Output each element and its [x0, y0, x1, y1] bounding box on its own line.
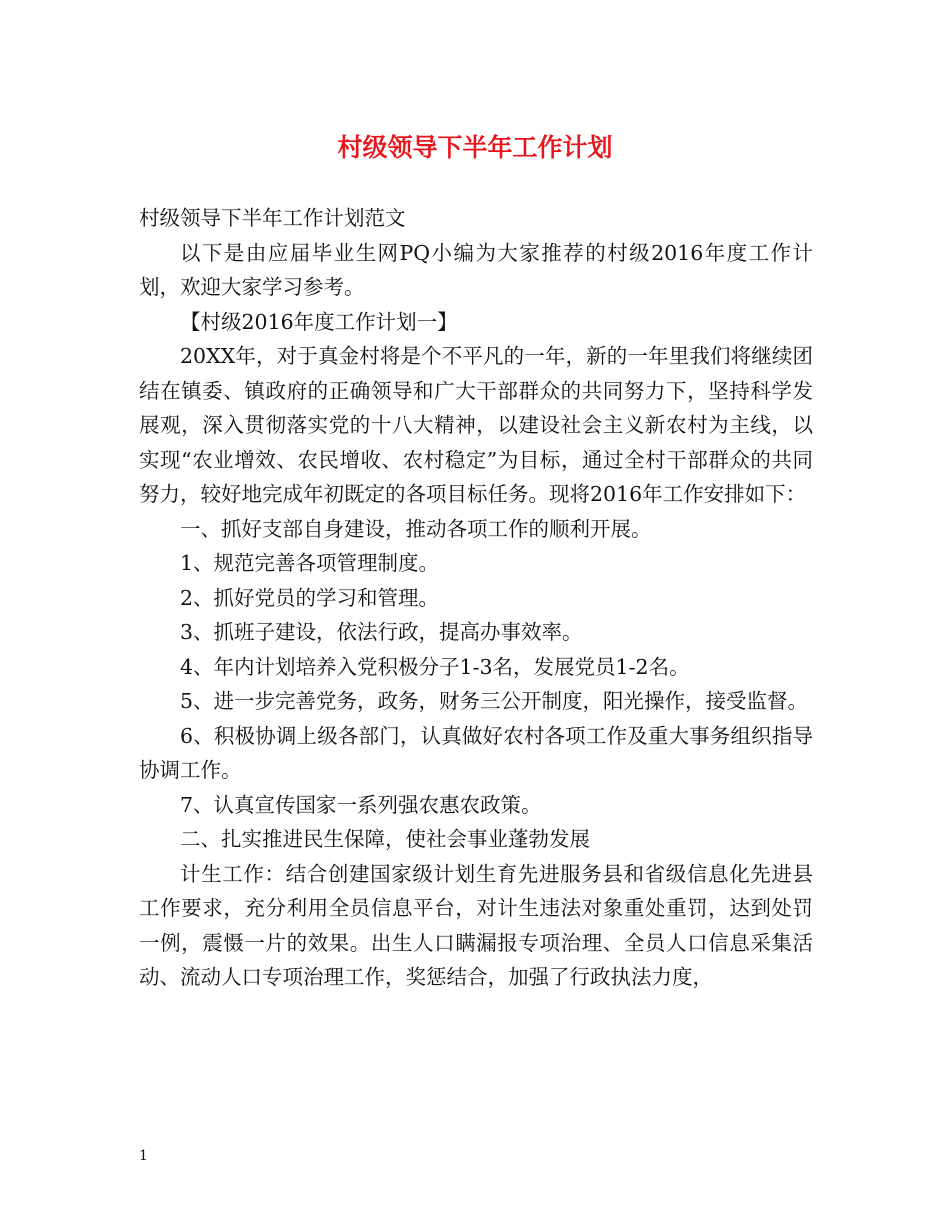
paragraph: 【村级2016年度工作计划一】 — [180, 309, 458, 334]
document-title: 村级领导下半年工作计划 — [337, 133, 613, 162]
document-body — [139, 201, 813, 995]
list-item: 1、规范完善各项管理制度。 — [180, 551, 440, 575]
list-item: 3、抓班子建设，依法行政，提高办事效率。 — [180, 620, 583, 644]
list-item: 5、进一步完善党务，政务，财务三公开制度，阳光操作，接受监督。 — [180, 689, 809, 713]
page-number: 1 — [139, 1148, 148, 1164]
paragraph: 计生工作：结合创建国家级计划生育先进服务县和省级信息化先进县工作要求，充分利用全员信息平台，对计生违法对象重处重罚，达到处罚一例，震慑一片的效果。出生人口瞒漏报专项治理、全员人口信息采集活动、流动人口专项治理工作，奖惩结合，加强了行政执法力度， — [139, 861, 813, 989]
paragraph: 村级领导下半年工作计划范文 — [139, 206, 406, 230]
list-item: 2、抓好党员的学习和管理。 — [180, 585, 440, 610]
paragraph: 以下是由应届毕业生网PQ小编为大家推荐的村级2016年度工作计划，欢迎大家学习参考。 — [139, 240, 813, 299]
list-item: 7、认真宣传国家一系列强农惠农政策。 — [180, 792, 542, 817]
section-heading: 二、扎实推进民生保障，使社会事业蓬勃发展 — [180, 827, 590, 851]
section-heading: 一、抓好支部自身建设，推动各项工作的顺利开展。 — [180, 516, 652, 541]
paragraph: 20XX年，对于真金村将是个不平凡的一年，新的一年里我们将继续团结在镇委、镇政府的正确领导和广大干部群众的共同努力下，坚持科学发展观，深入贯彻落实党的十八大精神，以建设社会主义新农村为主线，以实现“农业增效、农民增收、农村稳定”为目标，通过全村干部群众的共同努力，较好地完成年初既定的各项目标任务。现将2016年工作安排如下： — [139, 344, 813, 506]
list-item: 4、年内计划培养入党积极分子1-3名，发展党员1-2名。 — [180, 654, 690, 679]
list-item: 6、积极协调上级各部门，认真做好农村各项工作及重大事务组织指导协调工作。 — [139, 723, 813, 782]
